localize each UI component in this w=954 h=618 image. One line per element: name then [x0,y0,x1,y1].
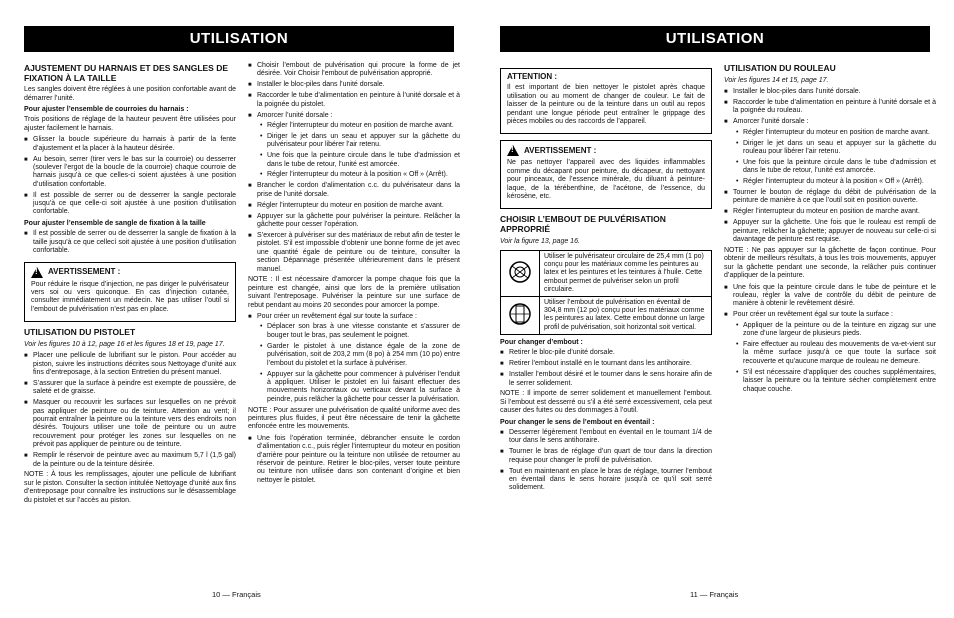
list-item-text: Pour créer un revêtement égal sur toute la surface : [257,313,417,321]
page-banner: UTILISATION [24,26,454,52]
subheading: Pour changer d’embout : [500,338,583,346]
bullet-list [724,88,936,245]
list-item: ■ Glisser la boucle supérieure du harnais à partir de la fente d’ajustement et la placer à la hauteur désirée. [24,136,236,153]
bullet-list [24,230,236,255]
warning-box [24,262,236,323]
list-item: ■ Choisir l’embout de pulvérisation qui procure la forme de jet désirée. Voir Choisir l’embout de pulvérisation approprié. [248,62,460,79]
bullet-list [248,435,460,485]
attention-box [500,68,712,134]
note: NOTE : Pour assurer une pulvérisation de qualité uniforme avec des peintures plus fluides, il peut être nécessaire de tenir la gâchette enfoncée entre les mouvements. [248,406,460,431]
sub-list-item: • Régler l’interrupteur du moteur en position de marche avant. [257,122,460,130]
list-item [724,118,936,186]
section-subtitle: Voir les figures 14 et 15, page 17. [724,76,829,84]
sub-list [257,122,460,180]
list-item: ■ Une fois que la peinture circule dans le tube de peinture et le rouleau, régler la valve de contrôle du débit de peinture de manière à obtenir le revêtement désiré. [724,284,936,309]
paragraph: Les sangles doivent être réglées à une position confortable avant de démarrer l’unité. [24,86,236,102]
bullet-list [248,313,460,404]
warning-box [500,140,712,209]
sub-list-item: • Appliquer de la peinture ou de la teinture en zigzag sur une zone d’une largeur de plusieurs pieds. [733,322,936,339]
list-item: ■ Tout en maintenant en place le bras de réglage, tourner l’embout en éventail dans le sens horaire jusqu’à ce qu’il soit serré solidement. [500,468,712,493]
list-item-text: Amorcer l’unité dorsale : [257,111,333,119]
right-column-2 [724,62,936,397]
sub-list-item: • S’il est nécessaire d’appliquer des couches supplémentaires, laisser la peinture ou la teinture sécher complètement entre chaque couche. [733,369,936,394]
list-item: ■ Raccorder le tube d’alimentation en peinture à l’unité dorsale et à la poignée du pistolet. [248,92,460,109]
bullet-list [724,284,936,394]
page-footer: 10 — Français [212,590,261,599]
subheading: Pour ajuster l’ensemble de courroies du harnais : [24,106,189,113]
list-item: ■ Brancher le cordon d’alimentation c.c. du pulvérisateur dans la prise de l’unité dorsale. [248,182,460,199]
sub-list [257,323,460,404]
right-column-1 [500,62,712,495]
table-row [501,297,712,335]
list-item: ■ Il est possible de serrer ou de desserrer la sangle pectorale jusqu’à ce que celle-ci soit ajustée à une position d’utilisation confortable. [24,192,236,217]
sub-list-item: • Une fois que la peinture circule dans le tube d’admission et dans le tube de retour, l’unité est amorcée. [733,159,936,176]
bullet-list [500,349,712,388]
list-item: ■ Masquer ou recouvrir les surfaces sur lesquelles on ne prévoit pas appliquer de peinture ou de teinture. Attention au vent; il pourrait entraîner la peinture ou la teinture vers des endroits non désirés. Toujours utiliser une toile de peinture ou un autre recouvrement pour protéger les zones sur lesquelles on ne prévoit pas appliquer de peinture ou de teinture. [24,399,236,449]
warning-title [31,267,229,278]
list-item: ■ Retirer l’embout installé en le tournant dans les antihoraire. [500,360,712,368]
left-column-2 [248,62,460,488]
subheading: Pour ajuster l’ensemble de sangle de fixation à la taille [24,219,206,227]
warning-label: AVERTISSEMENT : [48,266,121,276]
list-item [248,313,460,404]
section-title: UTILISATION DU ROULEAU [724,63,836,73]
list-item: ■ Une fois l’opération terminée, débrancher ensuite le cordon d’alimentation c.c., puis régler l’interrupteur du moteur en position d’arrière pour peinture ou la teinture non utilisée de retourner au réservoir de peinture. Retirer le bloc-piles, verser toute peinture ou teinture non utilisée dans son contenant d’origine et bien nettoyer le pistolet. [248,435,460,485]
sub-list-item: • Diriger le jet dans un seau et appuyer sur la gâchette du pulvérisateur pour libérer l’air retenu. [257,133,460,150]
sub-list-item: • Appuyer sur la gâchette pour commencer à pulvériser l’enduit à appliquer. Utiliser le pistolet en lui faisant effectuer des mouvements horizontaux ou verticaux devant la surface à peindre, puis relâcher la gâchette pour cesser la pulvérisation. [257,371,460,405]
attention-text: Il est important de bien nettoyer le pistolet après chaque utilisation ou au moment de changer de couleur. Le fait de laisser de la peinture ou de la teinture dans un outil au repos pendant une longue période peut entraîner le grippage des pièces mobiles ou des raccords de l’appareil. [507,84,705,126]
warning-title [507,145,705,156]
bullet-list [500,429,712,493]
left-page [24,0,478,618]
list-item [248,112,460,180]
sub-list [733,322,936,394]
sub-list-item: • Faire effectuer au rouleau des mouvements de va-et-vient sur la même surface jusqu’à ce que toute la surface soit recouverte et qu’aucune marque de rouleau ne demeure. [733,341,936,366]
paragraph: Trois positions de réglage de la hauteur peuvent être utilisées pour ajuster facilement le harnais. [24,116,236,132]
warning-icon [507,145,519,156]
page-footer: 11 — Français [690,590,739,599]
list-item: ■ Installer le bloc-piles dans l’unité dorsale. [248,81,460,89]
warning-text: Pour réduire le risque d’injection, ne pas diriger le pulvérisateur vers soi ou vers quiconque. En cas d’injection cutanée, consulter immédiatement un médecin. Ne pas utiliser l’outil si l’embout de pulvérisation n’est pas en place. [31,280,229,313]
warning-icon [31,267,43,278]
sub-list [733,129,936,187]
sub-list-item: • Diriger le jet dans un seau et appuyer sur la gâchette du rouleau pour libérer l’air retenu. [733,140,936,157]
list-item: ■ Au besoin, serrer (tirer vers le bas sur la courroie) ou desserrer (soulever l’ergot de la boucle de la courroie) chaque courroie de harnais jusqu’à ce que celles-ci soient ajustées à une position d’utilisation confortable. [24,156,236,190]
left-column-1 [24,62,236,508]
section-title: UTILISATION DU PISTOLET [24,327,136,338]
nozzle-image-cell [501,251,540,297]
page-banner: UTILISATION [500,26,930,52]
fan-nozzle-icon [508,302,532,326]
sub-list-item: • Régler l’interrupteur du moteur en position de marche avant. [733,129,936,137]
list-item: ■ Remplir le réservoir de peinture avec au maximum 5,7 l (1,5 gal) de la peinture ou de la teinture désirée. [24,452,236,469]
list-item-text: Amorcer l’unité dorsale : [733,118,809,126]
list-item: ■ Régler l’interrupteur du moteur en position de marche avant. [724,208,936,216]
list-item: ■ Desserrer légèrement l’embout en éventail en le tournant 1/4 de tour dans le sens antihoraire. [500,429,712,446]
list-item: ■ Régler l’interrupteur du moteur en position de marche avant. [248,202,460,210]
sub-list-item: • Déplacer son bras à une vitesse constante et s’assurer de bouger tout le bras, pas seulement le poignet. [257,323,460,340]
section-subtitle: Voir la figure 13, page 16. [500,237,580,245]
circular-nozzle-icon [508,260,532,284]
list-item: ■ Appuyer sur la gâchette pour pulvériser la peinture. Relâcher la gâchette pour cesser l’opération. [248,213,460,230]
list-item: ■ S’exercer à pulvériser sur des matériaux de rebut afin de tester le pistolet. S’il est impossible d’obtenir une bonne forme de jet avec une quantité égale de peinture ou de teinture, consulter la section Dépannage présentée ultérieurement dans le présent manuel. [248,232,460,274]
right-page [500,0,954,618]
list-item: ■ Tourner le bouton de réglage du débit de pulvérisation de la peinture de manière à ce que l’outil soit en position ouverte. [724,189,936,206]
list-item: ■ Raccorder le tube d’alimentation en peinture à l’unité dorsale et à la poignée du rouleau. [724,99,936,116]
list-item-text: Pour créer un revêtement égal sur toute la surface : [733,311,893,319]
section-subtitle: Voir les figures 10 à 12, page 16 et les figures 18 et 19, page 17. [24,340,225,348]
sub-list-item: • Régler l’interrupteur du moteur à la position « Off » (Arrêt). [733,178,936,186]
bullet-list [24,352,236,469]
list-item [724,311,936,394]
nozzle-image-cell [501,297,540,335]
sub-list-item: • Une fois que la peinture circule dans le tube d’admission et dans le tube de retour, l’unité est amorcée. [257,152,460,169]
list-item: ■ Installer le bloc-piles dans l’unité dorsale. [724,88,936,96]
list-item: ■ Installer l’embout désiré et le tourner dans le sens horaire afin de le serrer solidement. [500,371,712,388]
list-item: ■ Appuyer sur la gâchette. Une fois que le rouleau est rempli de peinture, relâcher la gâchette; appuyer de nouveau sur celle-ci si davantage de peinture est requise. [724,219,936,244]
warning-text: Ne pas nettoyer l’appareil avec des liquides inflammables comme du décapant pour peinture, du décapeur, du nettoyant pour pinceaux, de l’essence minérale, du diluant à peinture-laque, de la térébenthine, de l’acétone, de l’essence, du kérosène, etc. [507,159,705,201]
note: NOTE : Ne pas appuyer sur la gâchette de façon continue. Pour obtenir de meilleurs résultats, à tous les trois mouvements, appuyer sur la gâchette pendant une seconde, la relâcher puis continuer d’appliquer de la peinture. [724,247,936,280]
list-item: ■ Retirer le bloc-pile d’unité dorsale. [500,349,712,357]
table-cell: Utiliser le pulvérisateur circulaire de 25,4 mm (1 po) conçu pour les matériaux comme les peintures au latex et les peintures et les teintures à l’huile. Cette embout permet de pulvériser selon un profil circulaire. [540,251,712,297]
sub-list-item: • Régler l’interrupteur du moteur à la position « Off » (Arrêt). [257,171,460,179]
nozzle-table [500,250,712,335]
attention-title: ATTENTION : [507,72,558,81]
table-row [501,251,712,297]
note: NOTE : Il importe de serrer solidement et manuellement l’embout. Si l’embout est desserré ou s’il a été serré excessivement, cela peut causer des fuites ou des dommages à l’outil. [500,390,712,415]
bullet-list [248,62,460,274]
list-item: ■ Il est possible de serrer ou de desserrer la sangle de fixation à la taille jusqu’à ce que cellecí soit ajustée à une position d’utilisation confortable. [24,230,236,255]
bullet-list [24,136,236,217]
subheading: Pour changer le sens de l’embout en éventail : [500,418,655,426]
list-item: ■ Placer une pellicule de lubrifiant sur le piston. Pour accéder au piston, suivre les instructions décrites sous Nettoyage d’unité aux fins d’entreposage, à la section Entretien du présent manuel. [24,352,236,377]
note: NOTE : Il est nécessaire d’amorcer la pompe chaque fois que la peinture est changée, ainsi que lors de la première utilisation suivant l’entreposage. Pulvériser la peinture sur une surface de rebut pendant au moins 20 secondes pour amorcer la pompe. [248,276,460,309]
section-title: CHOISIR L’EMBOUT DE PULVÉRISATION APPROPRIÉ [500,214,666,235]
section-title: AJUSTEMENT DU HARNAIS ET DES SANGLES DE FIXATION À LA TAILLE [24,63,229,83]
list-item: ■ S’assurer que la surface à peindre est exempte de poussière, de saleté et de graisse. [24,380,236,397]
warning-label: AVERTISSEMENT : [524,145,597,155]
list-item: ■ Tourner le bras de réglage d’un quart de tour dans la direction requise pour changer le profil de pulvérisation. [500,448,712,465]
sub-list-item: • Garder le pistolet à une distance égale de la zone de pulvérisation, soit de 203,2 mm (8 po) à 254 mm (10 po) entre l’embout du pistolet et la surface à pulvériser. [257,343,460,368]
note: NOTE : À tous les remplissages, ajouter une pellicule de lubrifiant sur le piston. Consulter la section intitulée Nettoyage d’unité aux fins d’entreposage pour connaître les instructions sur le désassemblage du pistolet et sur l’accès au piston. [24,471,236,504]
table-cell: Utiliser l’embout de pulvérisation en éventail de 304,8 mm (12 po) conçu pour les matériaux comme les peintures au latex. Cette embout donne un large profil de pulvérisation, soit horizontal soit vertical. [540,297,712,335]
